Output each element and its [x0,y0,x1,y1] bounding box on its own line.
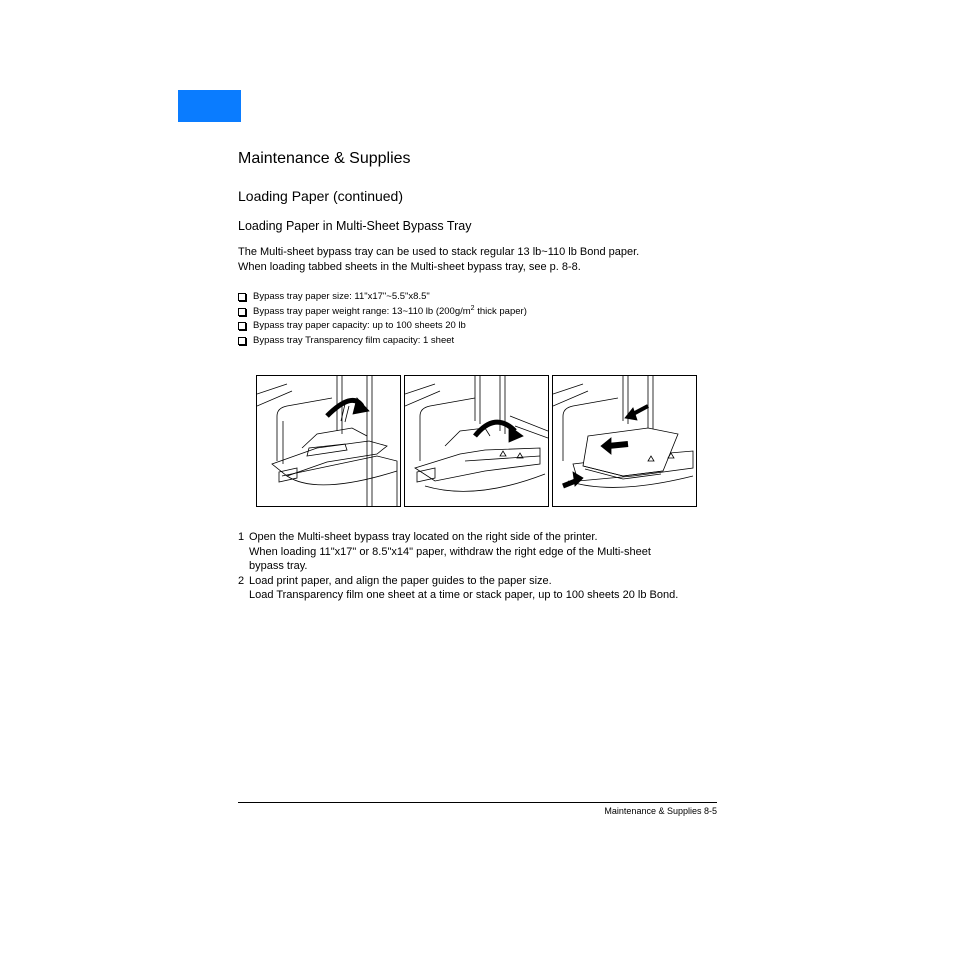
step-number: 2 [238,574,245,587]
spec-list [238,290,527,348]
open-tray-illustration [256,375,401,507]
instruction-steps [238,530,678,603]
checkbox-bullet-icon [238,322,246,330]
step-line: Load Transparency film one sheet at a time or stack paper, up to 100 sheets 20 lb Bond. [249,589,679,601]
step-line: Load print paper, and align the paper guides to the paper size. [249,574,552,587]
step-line: bypass tray. [249,560,308,572]
footer-divider [238,802,717,803]
list-item [238,290,527,305]
list-item-text: Bypass tray paper weight range: 13~110 lb ($200g/m^2$ thick paper) [253,304,527,317]
intro-line: The Multi-sheet bypass tray can be used to stack regular 13 lb~110 lb Bond paper. [238,246,640,258]
intro-paragraph [238,245,639,275]
sub-heading: Loading Paper (continued) [238,188,404,204]
chapter-tab-marker [178,90,241,122]
step-item [238,530,678,574]
intro-line: When loading tabbed sheets in the Multi-sheet bypass tray, see p. 8-8. [238,261,581,273]
list-item-text: Bypass tray paper capacity: up to 100 sheets 20 lb [253,320,466,331]
list-item-text: Bypass tray paper size: 11"x17"~5.5"x8.5" [253,291,430,302]
step-item [238,574,678,603]
load-paper-illustration [552,375,697,507]
checkbox-bullet-icon [238,308,246,316]
list-item-text: Bypass tray Transparency film capacity: 1 sheet [253,334,455,346]
list-item [238,319,527,334]
extend-tray-illustration [404,375,549,507]
list-item [238,305,527,320]
illustration-strip [256,375,697,507]
step-line: When loading 11"x17" or 8.5"x14" paper, withdraw the right edge of the Multi-sheet [249,545,651,558]
list-item [238,334,527,349]
page-heading: Maintenance & Supplies [238,150,411,167]
page-footer: Maintenance & Supplies 8-5 [604,806,717,816]
step-number: 1 [238,531,245,543]
checkbox-bullet-icon [238,293,246,301]
checkbox-bullet-icon [238,337,246,345]
section-title: Loading Paper in Multi-Sheet Bypass Tray [238,219,472,233]
step-line: Open the Multi-sheet bypass tray located on the right side of the printer. [249,531,598,543]
